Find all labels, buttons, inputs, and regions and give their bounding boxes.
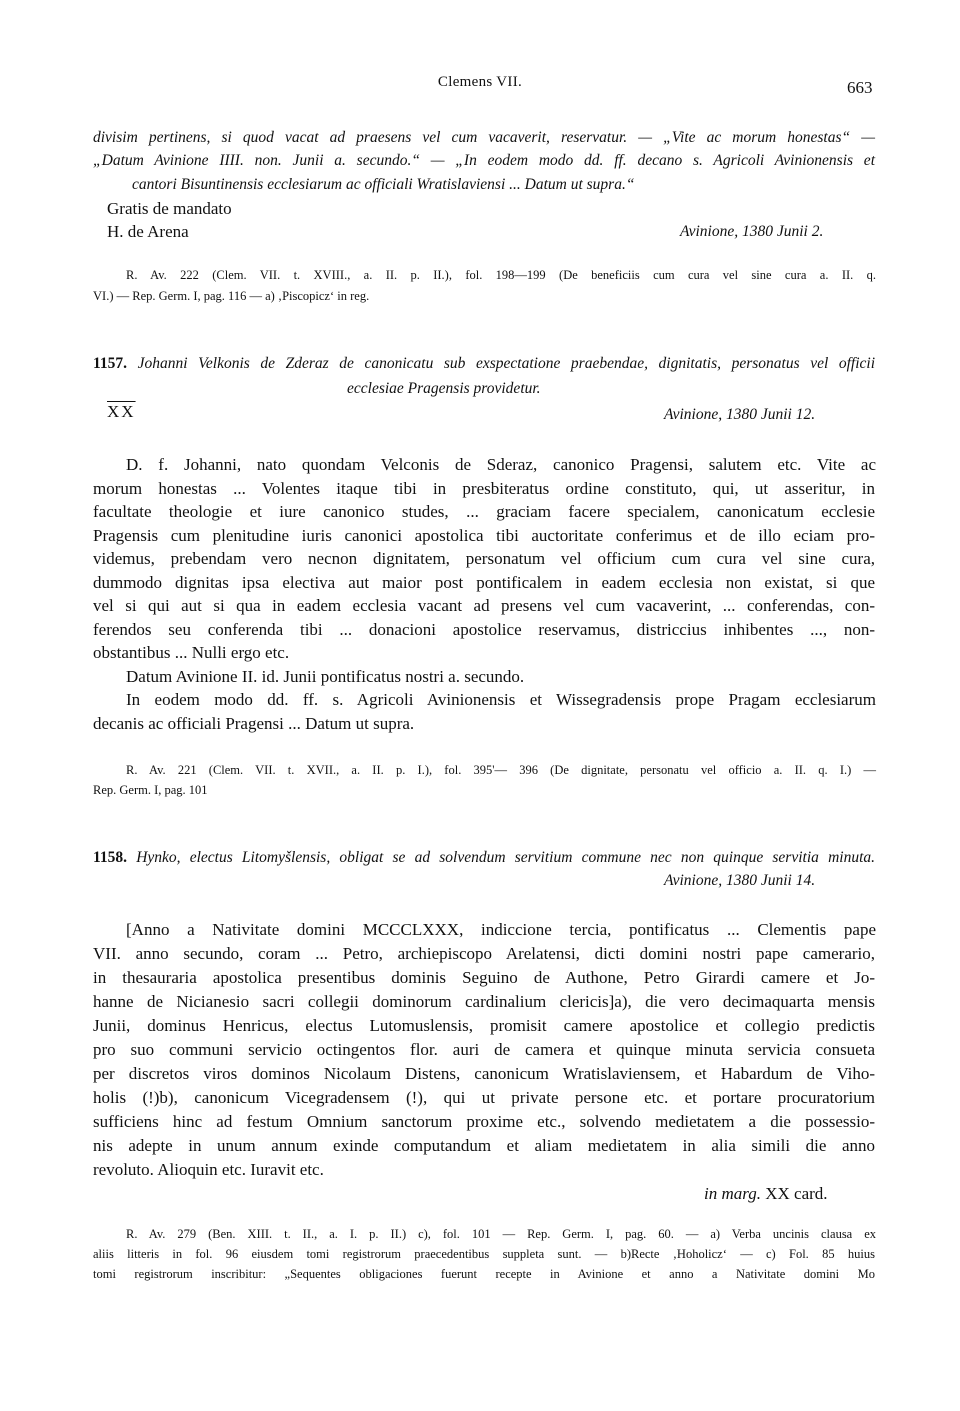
entry-1157-text-line-4: Pragensis cum plenitudine iuris canonici apostolica tibi auctoritate conferimus et de illo eciam pro- — [93, 526, 875, 545]
entry-1157-eodem-line-1: In eodem modo dd. ff. s. Agricoli Avinionensis et Wissegradensis prope Pragam ecclesiarum — [126, 690, 876, 709]
entry-1157-note-line-1: R. Av. 221 (Clem. VII. t. XVII., a. II. p. I.), fol. 395'— 396 (De dignitate, personatu vel officio a. II. q. I.) — — [126, 763, 876, 777]
entry-1158-text-line-11: revoluto. Alioquin etc. Iuravit etc. — [93, 1160, 324, 1179]
entry-1158-heading-text: Hynko, electus Litomyšlensis, obligat se ad solvendum servitium commune nec non quinque servitia minuta. — [136, 849, 875, 866]
entry-1157-number: 1157. — [93, 355, 128, 372]
margin-label: in marg. — [704, 1184, 761, 1203]
entry-1157-text-line-9: obstantibus ... Nulli ergo etc. — [93, 643, 290, 662]
entry-1158-text-line-5: Junii, dominus Henricus, electus Lutomuslensis, promisit camere apostolice et collegio predictis — [93, 1016, 875, 1035]
signer-line: H. de Arena — [107, 222, 189, 241]
entry-1158-text-line-3: in thesauraria apostolica presentibus dominis Seguino de Authone, Petro Girardi camere et Jo- — [93, 968, 875, 987]
entry-1158-note-line-2: aliis litteris in fol. 96 eiusdem tomi registrorum praecedentibus suppleta sunt. — b)Recte ‚Hoholicz‘ — c) Fol. 85 huius — [93, 1247, 875, 1261]
entry-1157-text-line-6: dummodo dignitas ipsa electiva aut maior post pontificalem in eadem ecclesia non existat, si que — [93, 573, 875, 592]
entry-1158-note-line-1: R. Av. 279 (Ben. XIII. t. II., a. I. p. II.) c), fol. 101 — Rep. Germ. I, pag. 60. — a) Verba uncinis clausa ex — [126, 1227, 876, 1241]
entry-1157-place-date: Avinione, 1380 Junii 12. — [664, 406, 816, 423]
entry-1157-text-line-8: ferendos seu conferenda tibi ... donacioni apostolice reservamus, districcius inhibentes ..., non- — [93, 620, 875, 639]
entry-1158-text-line-8: holis (!)b), canonicum Vicegradensem (!), qui ut private persone etc. et portare procuratorium — [93, 1088, 875, 1107]
entry-1158-number: 1158. — [93, 849, 128, 866]
intro-line-2: „Datum Avinione IIII. non. Junii a. secundo.“ — „In eodem modo dd. ff. decano s. Agricoli Avinionensis et — [93, 152, 875, 169]
intro-note-line-2: VI.) — Rep. Germ. I, pag. 116 — a) ‚Piscopicz‘ in reg. — [93, 289, 370, 303]
page-number: 663 — [847, 78, 873, 97]
entry-1157-text-line-2: morum honestas ... Volentes itaque tibi in presbiteratus ordine constituto, qui, ut asseritur, in — [93, 479, 875, 498]
intro-note-line-1: R. Av. 222 (Clem. VII. t. XVIII., a. II. p. II.), fol. 198—199 (De beneficiis cum cura vel sine cura a. II. q. — [126, 268, 876, 282]
entry-1158-place-date: Avinione, 1380 Junii 14. — [664, 872, 816, 889]
margin-text: XX card. — [765, 1184, 828, 1203]
entry-1157-heading-line-2: ecclesiae Pragensis providetur. — [347, 380, 541, 397]
gratis-line: Gratis de mandato — [107, 199, 232, 218]
entry-1158-text-line-2: VII. anno secundo, coram ... Petro, archiepiscopo Arelatensi, dicti domini nostri pape camerario, — [93, 944, 875, 963]
entry-1158-text-line-6: pro suo communi servicio octingentos flor. auri de camera et quinque minuta servicia consueta — [93, 1040, 875, 1059]
entry-1157-text-line-3: facultate theologie et iure canonico studes, ... graciam facere specialem, canonicatum ecclesie — [93, 502, 875, 521]
entry-1157-text-line-5: videmus, prebendam vero necnon dignitatem, personatum vel officium cum cura vel sine cura, — [93, 549, 875, 568]
intro-line-3: cantori Bisuntinensis ecclesiarum ac officiali Wratislaviensi ... Datum ut supra.“ — [132, 176, 635, 193]
entry-1157-datum: Datum Avinione II. id. Junii pontificatus nostri a. secundo. — [126, 667, 525, 686]
running-head: Clemens VII. — [437, 74, 523, 90]
entry-1158-text-line-7: per discretos viros dominos Nicolaum Distens, canonicum Wratislaviensem, et Habardum de Viho- — [93, 1064, 875, 1083]
entry-1158-text-line-10: nis adepte in unum annum exinde computandum et aliam medietatem in alia simili die anno — [93, 1136, 875, 1155]
entry-1157-note-line-2: Rep. Germ. I, pag. 101 — [93, 783, 208, 797]
entry-1158-heading — [93, 847, 875, 869]
entry-1157-text-line-1: D. f. Johanni, nato quondam Velconis de Sderaz, canonico Pragensi, salutem etc. Vite ac — [126, 455, 876, 474]
intro-line-1: divisim pertinens, si quod vacat ad praesens vel cum vacaverit, reservatur. — „Vite ac morum honestas“ — — [93, 129, 875, 146]
entry-1157-heading-line-1 — [93, 353, 875, 375]
entry-1158-text-line-1: [Anno a Nativitate domini MCCCLXXX, indiccione tercia, pontificatus ... Clementis pape — [126, 920, 876, 939]
entry-1157-text-line-7: vel si qui aut si qua in eadem ecclesia vacant ad presens vel cum vacaverint, ... conferendas, con- — [93, 596, 875, 615]
entry-1157-eodem-line-2: decanis ac officiali Pragensi ... Datum ut supra. — [93, 714, 415, 733]
entry-1158-note-line-3: tomi registrorum inscribitur: „Sequentes obligaciones fuerunt recepte in Avinione et anno a Nativitate domini Mo — [93, 1267, 875, 1281]
entry-1157-heading-text: Johanni Velkonis de Zderaz de canonicatu sub exspectatione praebendae, dignitatis, personatus vel officii — [137, 355, 876, 372]
intro-place-date: Avinione, 1380 Junii 2. — [680, 223, 824, 240]
entry-1158-text-line-4: hanne de Nicianesio sacri collegii dominorum cardinalium clericis]a), die vero decimaquarta mensis — [93, 992, 875, 1011]
entry-1158-margin-note — [704, 1182, 828, 1206]
entry-1157-tax-mark: $\overline{XX}$ — [107, 402, 136, 421]
entry-1158-text-line-9: sufficiens hinc ad festum Omnium sanctorum proxime etc., solvendo medietatem a die possessio- — [93, 1112, 875, 1131]
